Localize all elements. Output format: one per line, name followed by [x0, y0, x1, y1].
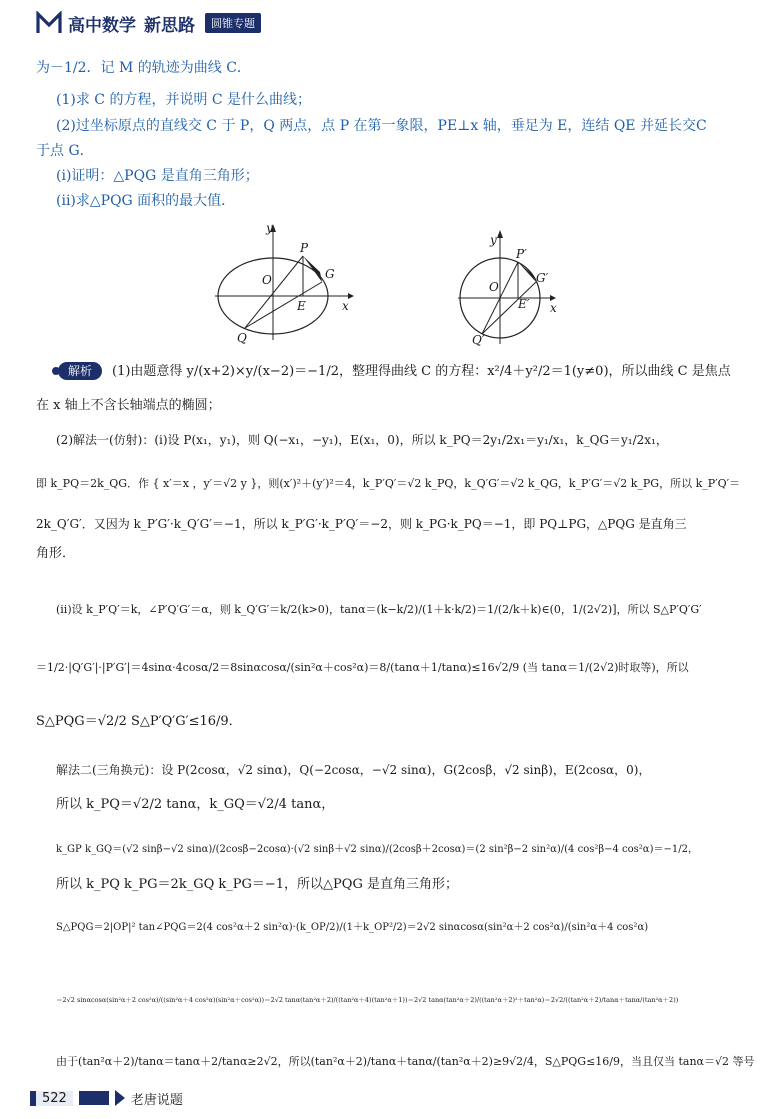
fig1-label-x: x — [342, 299, 349, 313]
problem-question-2b: 于点 G． — [36, 143, 94, 159]
solution-line-11: 所以 k_PQ＝√2/2 tanα，k_GQ＝√2/4 tanα， — [56, 797, 335, 812]
fig1-label-P: P — [300, 241, 309, 255]
solution-line-16: 由于(tan²α＋2)/tanα＝tanα＋2/tanα≥2√2，所以(tan²α＋2)/tanα＋tanα/(tan²α＋2)≥9√2/4，S△PQG≤16/9，当且仅当 tanα＝√2 等号 — [56, 1055, 755, 1068]
page-footer — [30, 1087, 183, 1109]
solution-line-9: S△PQG＝√2/2 S△P′Q′G′≤16/9． — [36, 714, 242, 729]
fig1-label-y: y — [266, 221, 273, 235]
fig1-label-O: O — [262, 273, 272, 287]
footer-arrow-icon — [115, 1090, 125, 1106]
solution-line-15: ＝2√2 sinαcosα(sin²α＋2 cos²α)/((sin²α＋4 cos²α)(sin²α＋cos²α))＝2√2 tanα(tan²α＋2)/((tan²α＋4)(tan²α＋1))＝2√2 tanα(tan²α＋2)/((tan²α＋2)²＋tan²α)＝2√2/((tan²α＋2)/tanα＋tanα/(tan²α＋2)) — [56, 996, 679, 1004]
fig1-label-G: G — [325, 267, 335, 281]
problem-question-2ii: (ⅱ)求△PQG 面积的最大值． — [56, 193, 236, 209]
header-tag: 圆锥专题 — [205, 13, 261, 33]
page-header — [36, 10, 261, 36]
solution-line-2: 在 x 轴上不含长轴端点的椭圆； — [36, 398, 221, 413]
solution-line-1: (1)由题意得 y/(x+2)×y/(x−2)＝−1/2，整理得曲线 C 的方程：x²/4＋y²/2＝1(y≠0)，所以曲线 C 是焦点 — [112, 364, 731, 379]
geometry-figure — [210, 218, 580, 348]
solution-line-8: ＝1/2·|Q′G′|·|P′G′|＝4sinα·4cosα/2＝8sinαcosα/(sin²α＋cos²α)＝8/(tanα＋1/tanα)≤16√2/9 (当 tanα＝1/(2√2)时取等)，所以 — [36, 661, 689, 674]
solution-line-4: 即 k_PQ＝2k_QG．作 { x′＝x ，y′＝√2 y }，则(x′)²＋(y′)²＝4，k_P′Q′＝√2 k_PQ，k_Q′G′＝√2 k_QG，k_P′G′＝√2 k_PG，所以 k_P′Q′＝ — [36, 477, 741, 490]
fig1-label-E: E — [297, 299, 306, 313]
fig2-label-P: P′ — [516, 247, 527, 261]
fig2-label-O: O — [489, 280, 499, 294]
page-number: 522 — [30, 1091, 73, 1106]
solution-line-10: 解法二(三角换元)：设 P(2cosα，√2 sinα)，Q(−2cosα，−√2 sinα)，G(2cosβ，√2 sinβ)，E(2cosα，0)， — [56, 763, 651, 777]
solution-badge: 解析 — [58, 362, 102, 380]
solution-line-3: (2)解法一(仿射)：(ⅰ)设 P(x₁，y₁)，则 Q(−x₁，−y₁)，E(x₁，0)，所以 k_PQ＝2y₁/2x₁＝y₁/x₁，k_QG＝y₁/2x₁， — [56, 433, 668, 447]
solution-line-14: S△PQG＝2|OP|² tan∠PQG＝2(4 cos²α＋2 sin²α)·(k_OP/2)/(1＋k_OP²/2)＝2√2 sinαcosα(sin²α＋2 cos²α)/(sin²α＋4 cos²α) — [56, 922, 649, 933]
fig2-label-E: E′ — [518, 297, 530, 311]
footer-bar-icon — [79, 1091, 109, 1105]
ellipse-figure — [215, 221, 354, 345]
fig2-label-x: x — [550, 301, 557, 315]
problem-question-1: (1)求 C 的方程，并说明 C 是什么曲线； — [56, 92, 312, 108]
header-title: 高中数学 — [68, 15, 136, 36]
problem-question-2i: (ⅰ)证明：△PQG 是直角三角形； — [56, 168, 259, 184]
solution-line-7: (ⅱ)设 k_P′Q′＝k，∠P′Q′G′＝α，则 k_Q′G′＝k/2(k>0)，tanα＝(k−k/2)/(1＋k·k/2)＝1/(2/k＋k)∈(0，1/(2√2)]，所以 S△P′Q′G′ — [56, 603, 702, 616]
solution-line-12: k_GP k_GQ＝(√2 sinβ−√2 sinα)/(2cosβ−2cosα)·(√2 sinβ＋√2 sinα)/(2cosβ＋2cosα)＝(2 sin²β−2 sin²α)/(4 cos²β−4 cos²α)＝−1/2， — [56, 844, 698, 855]
solution-line-13: 所以 k_PQ k_PG＝2k_GQ k_PG＝−1，所以△PQG 是直角三角形； — [56, 877, 458, 892]
fig2-label-y: y — [490, 233, 497, 247]
fig1-label-Q: Q — [237, 331, 247, 345]
circle-figure — [458, 230, 557, 347]
solution-line-6: 角形． — [36, 546, 76, 561]
solution-line-5: 2k_Q′G′．又因为 k_P′G′·k_Q′G′＝−1，所以 k_P′G′·k_P′Q′＝−2，则 k_PG·k_PQ＝−1，即 PQ⊥PG，△PQG 是直角三 — [36, 517, 687, 531]
brand-logo-icon — [36, 11, 62, 35]
problem-line-1: 为－1/2．记 M 的轨迹为曲线 C． — [36, 60, 251, 76]
fig2-label-Q: Q′ — [472, 333, 485, 347]
footer-text: 老唐说题 — [130, 1092, 183, 1108]
fig2-label-G: G′ — [536, 271, 549, 285]
header-subtitle: 新思路 — [144, 15, 195, 36]
problem-question-2a: (2)过坐标原点的直线交 C 于 P，Q 两点，点 P 在第一象限，PE⊥x 轴，垂足为 E，连结 QE 并延长交C — [56, 118, 707, 134]
